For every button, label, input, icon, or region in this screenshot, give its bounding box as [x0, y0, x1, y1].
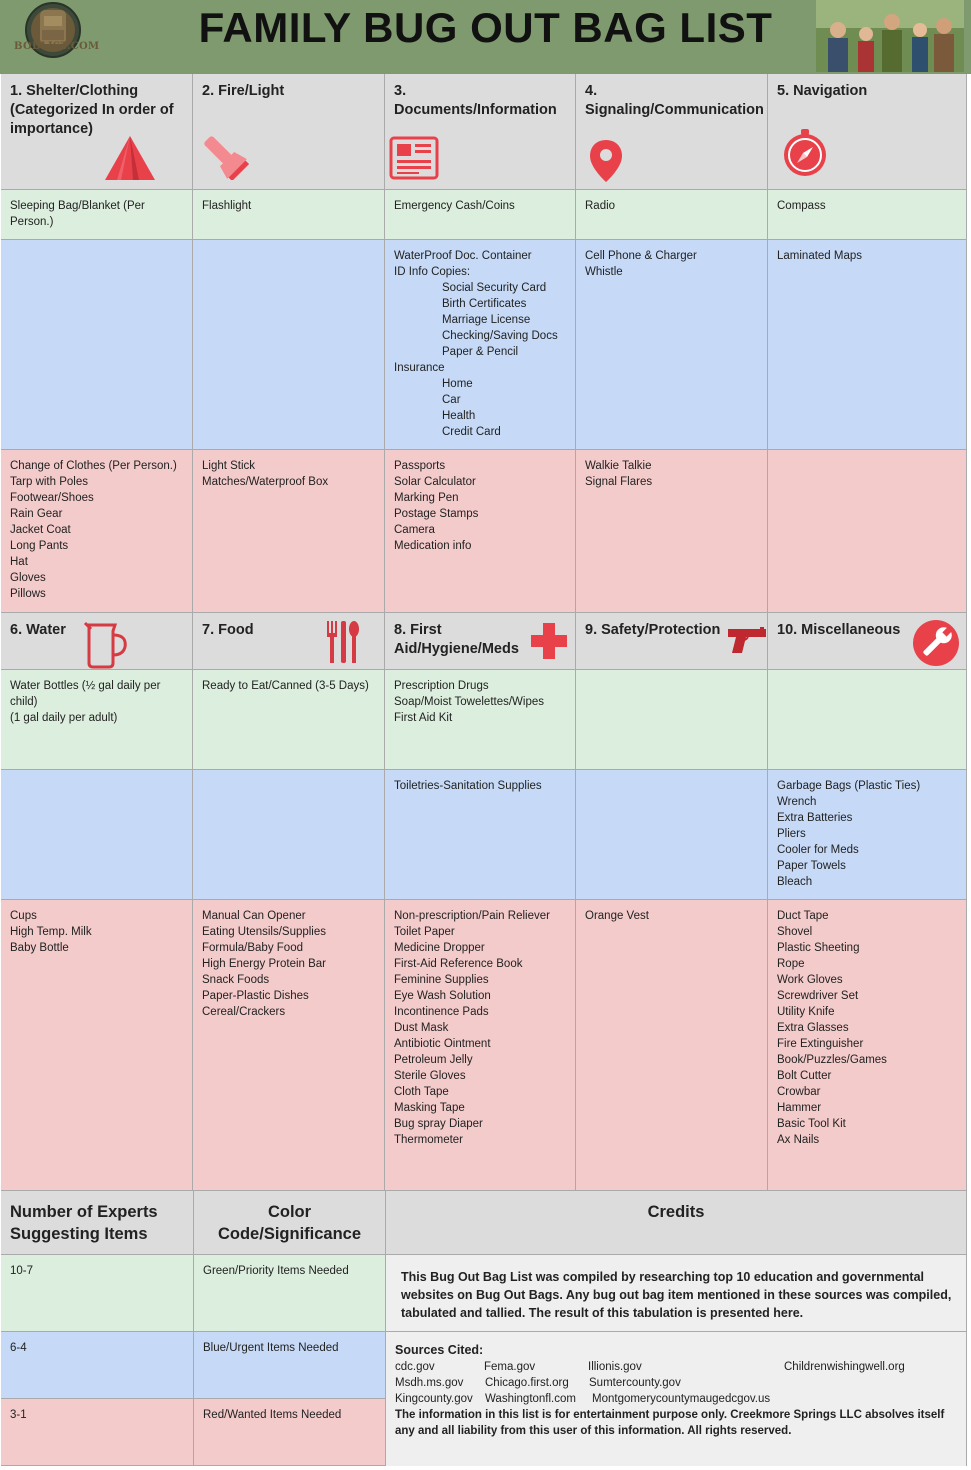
legend-meaning-green: Green/Priority Items Needed: [194, 1255, 386, 1332]
red-items-cell: [576, 450, 768, 613]
list-item: Paper & Pencil: [442, 346, 519, 358]
blue-items-cell: [1, 240, 193, 450]
red-items-cell: [768, 900, 967, 1191]
list-item: High Temp. Milk: [10, 926, 92, 938]
source-link[interactable]: Chicago.first.org: [485, 1377, 569, 1389]
list-item: Medicine Dropper: [394, 942, 485, 954]
list-item: Insurance: [394, 362, 445, 374]
category-title: 2. Fire/Light: [202, 83, 285, 99]
list-item: Cups: [10, 910, 37, 922]
red-items-cell: [385, 900, 576, 1191]
list-item: Cloth Tape: [394, 1086, 449, 1098]
source-link[interactable]: Washingtonfl.com: [485, 1393, 576, 1405]
list-item: Rope: [777, 958, 805, 970]
list-item: Ax Nails: [777, 1134, 820, 1146]
credits-text: This Bug Out Bag List was compiled by researching top 10 education and governmental websites on Bug Out Bags. Any bug out bag item mentioned in these sources was compiled, tabulated and tallied. The result of this tabulation is presented here.: [401, 1270, 952, 1320]
list-item: Camera: [394, 524, 435, 536]
list-item: Plastic Sheeting: [777, 942, 860, 954]
list-item: (1 gal daily per adult): [10, 712, 118, 724]
source-link[interactable]: Montgomerycountymaugedcgov.us: [592, 1393, 771, 1405]
blue-items-cell: [768, 770, 967, 900]
list-item: Solar Calculator: [394, 476, 476, 488]
list-item: Basic Tool Kit: [777, 1118, 846, 1130]
green-items-cell: [385, 670, 576, 770]
blue-items-cell: [576, 770, 768, 900]
list-item: Bolt Cutter: [777, 1070, 832, 1082]
category-header: [1, 613, 193, 670]
tent-icon: [103, 134, 157, 188]
medical-cross-icon: [529, 621, 569, 667]
list-item: First-Aid Reference Book: [394, 958, 523, 970]
blue-items-cell: [193, 240, 385, 450]
category-header: [576, 613, 768, 670]
list-item: Home: [442, 378, 473, 390]
green-items-cell: [193, 670, 385, 770]
sources-title: Sources Cited:: [395, 1343, 484, 1357]
list-item: Crowbar: [777, 1086, 821, 1098]
list-item: First Aid Kit: [394, 712, 453, 724]
family-photo: [816, 0, 964, 72]
list-item: WaterProof Doc. Container: [394, 250, 532, 262]
list-item: Snack Foods: [202, 974, 270, 986]
green-items-cell: [576, 670, 768, 770]
green-items-cell: [768, 670, 967, 770]
color-code-header: Color Code/Significance: [194, 1191, 386, 1255]
logo-text: BOBLIST.COM: [14, 41, 100, 52]
list-item: Cooler for Meds: [777, 844, 859, 856]
list-item: Light Stick: [202, 460, 256, 472]
source-link[interactable]: Childrenwishingwell.org: [784, 1361, 905, 1373]
list-item: Formula/Baby Food: [202, 942, 303, 954]
list-item: Sleeping Bag/Blanket (Per Person.): [10, 200, 145, 228]
category-title: 3. Documents/Information: [394, 83, 557, 118]
list-item: Masking Tape: [394, 1102, 465, 1114]
list-item: Whistle: [585, 266, 623, 278]
source-link[interactable]: cdc.gov: [395, 1361, 435, 1373]
list-item: Utility Knife: [777, 1006, 835, 1018]
red-items-cell: [768, 450, 967, 613]
source-link[interactable]: Msdh.ms.gov: [395, 1377, 464, 1389]
green-items-cell: [1, 190, 193, 240]
red-items-cell: [1, 900, 193, 1191]
sources-line-3: [395, 1391, 957, 1407]
list-item: Incontinence Pads: [394, 1006, 489, 1018]
list-item: Ready to Eat/Canned (3-5 Days): [202, 680, 369, 692]
category-header: [193, 74, 385, 190]
credits-header: Credits: [386, 1191, 967, 1255]
category-title: 6. Water: [10, 622, 66, 638]
blue-items-cell: [1, 770, 193, 900]
red-items-cell: [1, 450, 193, 613]
bug-out-bag-grid: [1, 74, 967, 1191]
list-item: Health: [442, 410, 476, 422]
list-item: Birth Certificates: [442, 298, 527, 310]
blue-items-cell: [385, 240, 576, 450]
list-item: Soap/Moist Towelettes/Wipes: [394, 696, 544, 708]
list-item: Prescription Drugs: [394, 680, 489, 692]
category-title: 8. First Aid/Hygiene/Meds: [394, 622, 519, 657]
list-item: Cereal/Crackers: [202, 1006, 286, 1018]
category-header: [768, 613, 967, 670]
list-item: Compass: [777, 200, 826, 212]
newspaper-icon: [389, 136, 439, 186]
blue-items-cell: [385, 770, 576, 900]
list-item: Matches/Waterproof Box: [202, 476, 329, 488]
source-link[interactable]: Kingcounty.gov: [395, 1393, 473, 1405]
list-item: Sterile Gloves: [394, 1070, 466, 1082]
list-item: Extra Glasses: [777, 1022, 849, 1034]
category-header: [1, 74, 193, 190]
green-items-cell: [193, 190, 385, 240]
green-items-cell: [385, 190, 576, 240]
list-item: Orange Vest: [585, 910, 649, 922]
page-title: FAMILY BUG OUT BAG LIST: [198, 4, 773, 51]
map-pin-icon: [588, 138, 624, 190]
list-item: Gloves: [10, 572, 46, 584]
list-item: Eye Wash Solution: [394, 990, 491, 1002]
source-link[interactable]: Illionis.gov: [588, 1361, 642, 1373]
list-item: Fire Extinguisher: [777, 1038, 864, 1050]
list-item: Garbage Bags (Plastic Ties): [777, 780, 921, 792]
category-title: 4. Signaling/Communication: [585, 83, 764, 118]
red-items-cell: [193, 450, 385, 613]
list-item: Car: [442, 394, 461, 406]
list-item: Marking Pen: [394, 492, 459, 504]
legend-meaning-red: Red/Wanted Items Needed: [194, 1399, 386, 1466]
experts-header: Number of Experts Suggesting Items: [1, 1191, 194, 1255]
flashlight-icon: [201, 134, 249, 186]
list-item: Hammer: [777, 1102, 822, 1114]
list-item: Bleach: [777, 876, 813, 888]
list-item: High Energy Protein Bar: [202, 958, 327, 970]
category-header: [576, 74, 768, 190]
red-items-cell: [576, 900, 768, 1191]
list-item: Toiletries-Sanitation Supplies: [394, 780, 542, 792]
list-item: Jacket Coat: [10, 524, 71, 536]
list-item: Radio: [585, 200, 616, 212]
list-item: Shovel: [777, 926, 813, 938]
list-item: Screwdriver Set: [777, 990, 859, 1002]
list-item: Manual Can Opener: [202, 910, 306, 922]
legend-and-credits: [1, 1191, 967, 1467]
blue-items-cell: [576, 240, 768, 450]
list-item: Hat: [10, 556, 28, 568]
category-title: 9. Safety/Protection: [585, 622, 721, 638]
credits-description: [386, 1255, 967, 1332]
category-title: 7. Food: [202, 622, 254, 638]
red-items-cell: [193, 900, 385, 1191]
list-item: Postage Stamps: [394, 508, 479, 520]
green-items-cell: [768, 190, 967, 240]
category-header: [385, 613, 576, 670]
list-item: Emergency Cash/Coins: [394, 200, 515, 212]
category-title: 10. Miscellaneous: [777, 622, 901, 638]
list-item: Water Bottles (½ gal daily per child): [10, 680, 161, 708]
list-item: Wrench: [777, 796, 817, 808]
blue-items-cell: [768, 240, 967, 450]
list-item: Work Gloves: [777, 974, 843, 986]
list-item: Baby Bottle: [10, 942, 69, 954]
list-item: Long Pants: [10, 540, 69, 552]
list-item: Feminine Supplies: [394, 974, 489, 986]
green-items-cell: [576, 190, 768, 240]
list-item: Non-prescription/Pain Reliever: [394, 910, 550, 922]
disclaimer: The information in this list is for entertainment purpose only. Creekmore Springs LLC absolves itself any and all liability from this user of this information. All rights reserved.: [395, 1409, 945, 1437]
list-item: Bug spray Diaper: [394, 1118, 483, 1130]
list-item: Rain Gear: [10, 508, 63, 520]
legend-meaning-blue: Blue/Urgent Items Needed: [194, 1332, 386, 1399]
category-header: [768, 74, 967, 190]
list-item: Paper-Plastic Dishes: [202, 990, 309, 1002]
list-item: Pliers: [777, 828, 806, 840]
sources-line-2: [395, 1375, 957, 1391]
category-title: 1. Shelter/Clothing (Categorized In order of importance): [10, 83, 174, 137]
list-item: Extra Batteries: [777, 812, 853, 824]
category-header: [193, 613, 385, 670]
list-item: Book/Puzzles/Games: [777, 1054, 887, 1066]
list-item: Flashlight: [202, 200, 252, 212]
legend-range-blue: 6-4: [1, 1332, 194, 1399]
list-item: Marriage License: [442, 314, 531, 326]
list-item: Tarp with Poles: [10, 476, 88, 488]
list-item: Social Security Card: [442, 282, 547, 294]
red-items-cell: [385, 450, 576, 613]
list-item: ID Info Copies:: [394, 266, 471, 278]
legend-range-green: 10-7: [1, 1255, 194, 1332]
list-item: Signal Flares: [585, 476, 653, 488]
list-item: Paper Towels: [777, 860, 846, 872]
list-item: Duct Tape: [777, 910, 829, 922]
list-item: Dust Mask: [394, 1022, 449, 1034]
source-link[interactable]: Sumtercounty.gov: [589, 1377, 681, 1389]
list-item: Laminated Maps: [777, 250, 863, 262]
category-header: [385, 74, 576, 190]
list-item: Checking/Saving Docs: [442, 330, 558, 342]
list-item: Change of Clothes (Per Person.): [10, 460, 177, 472]
list-item: Toilet Paper: [394, 926, 455, 938]
list-item: Credit Card: [442, 426, 501, 438]
list-item: Passports: [394, 460, 446, 472]
list-item: Antibiotic Ointment: [394, 1038, 491, 1050]
sources-line-1: [395, 1359, 957, 1375]
list-item: Cell Phone & Charger: [585, 250, 697, 262]
list-item: Thermometer: [394, 1134, 464, 1146]
list-item: Walkie Talkie: [585, 460, 652, 472]
list-item: Eating Utensils/Supplies: [202, 926, 327, 938]
blue-items-cell: [193, 770, 385, 900]
list-item: Footwear/Shoes: [10, 492, 94, 504]
list-item: Pillows: [10, 588, 46, 600]
list-item: Petroleum Jelly: [394, 1054, 473, 1066]
source-link[interactable]: Fema.gov: [484, 1361, 536, 1373]
sources-cited: [386, 1332, 967, 1466]
green-items-cell: [1, 670, 193, 770]
compass-icon: [780, 128, 830, 184]
list-item: Medication info: [394, 540, 472, 552]
category-title: 5. Navigation: [777, 83, 868, 99]
legend-range-red: 3-1: [1, 1399, 194, 1466]
page-header: [0, 0, 971, 74]
